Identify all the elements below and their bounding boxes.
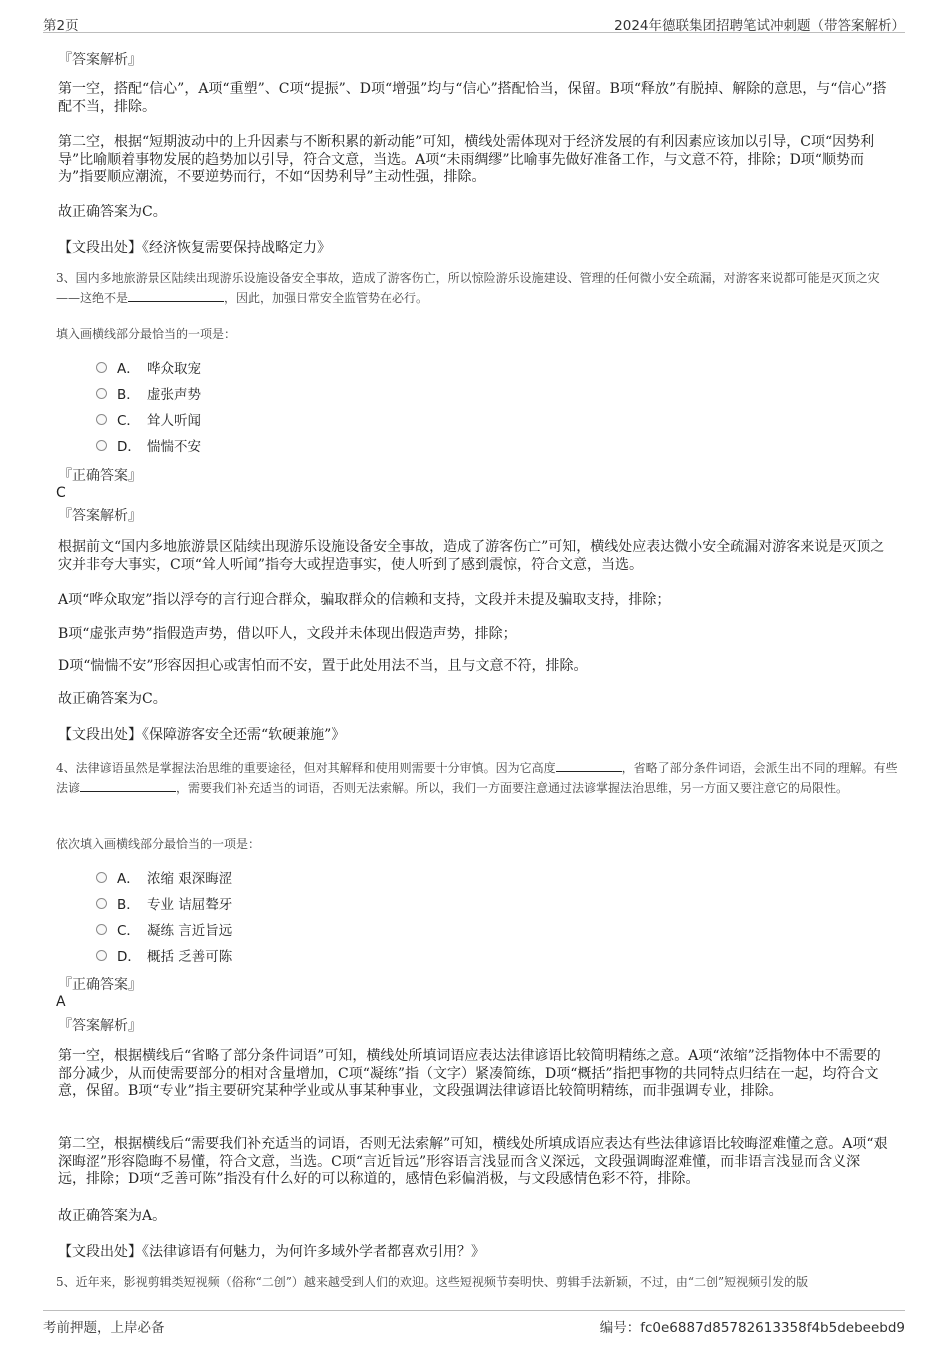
- radio-icon[interactable]: [96, 440, 107, 451]
- q4-option-b[interactable]: B． 专业 诘屈聱牙: [96, 893, 232, 913]
- footer-slogan: 考前押题，上岸必备: [43, 1320, 165, 1336]
- radio-icon[interactable]: [96, 950, 107, 961]
- radio-icon[interactable]: [96, 924, 107, 935]
- q3-option-a[interactable]: A． 哗众取宠: [96, 357, 201, 377]
- q3-answer: C: [56, 485, 66, 501]
- q4-option-d[interactable]: D． 概括 乏善可陈: [96, 945, 232, 965]
- q2-conclusion: 故正确答案为C。: [58, 204, 167, 220]
- q3-source: 【文段出处】《保障游客安全还需“软硬兼施”》: [58, 727, 346, 743]
- q4-analysis-para-1: 第一空，根据横线后“省略了部分条件词语”可知，横线处所填词语应表达法律谚语比较简明精练之意。A项“浓缩”泛指物体中不需要的部分减少，从而使需要部分的相对含量增加，C项“凝练”指（文字）紧凑简练，D项“概括”指把事物的共同特点归结在一起，均符合文意，保留。B项“专业”指主要研究某种学业或从事某种事业，文段强调法律谚语比较简明精练，而非强调专业，排除。: [58, 1048, 881, 1099]
- analysis-label: 『答案解析』: [58, 1018, 142, 1034]
- q2-analysis-para-1: 第一空，搭配“信心”，A项“重塑”、C项“提振”、D项“增强”均与“信心”搭配恰当，保留。B项“释放”有脱掉、解除的意思，与“信心”搭配不当，排除。: [58, 81, 887, 115]
- q3-analysis-para-4: D项“惴惴不安”形容因担心或害怕而不安，置于此处用法不当，且与文意不符，排除。: [58, 658, 588, 674]
- q3-conclusion: 故正确答案为C。: [58, 691, 167, 707]
- q3-analysis-para-2: A项“哗众取宠”指以浮夸的言行迎合群众，骗取群众的信赖和支持，文段并未提及骗取支持，排除；: [58, 592, 671, 608]
- radio-icon[interactable]: [96, 898, 107, 909]
- q3-blank: [128, 289, 224, 302]
- q3-option-d[interactable]: D． 惴惴不安: [96, 435, 201, 455]
- q4-conclusion: 故正确答案为A。: [58, 1208, 167, 1224]
- q4-analysis-para-2: 第二空，根据横线后“需要我们补充适当的词语，否则无法索解”可知，横线处所填成语应表达有些法律谚语比较晦涩难懂之意。A项“艰深晦涩”形容隐晦不易懂，符合文意，当选。C项“言近旨远”形容语言浅显而含义深远，文段强调晦涩难懂，而非语言浅显而含义深远，排除；D项“乏善可陈”指没有什么好的可以称道的，感情色彩偏消极，与文段感情色彩不符，排除。: [58, 1136, 888, 1187]
- analysis-label: 『答案解析』: [58, 52, 142, 68]
- q3-instruction: 填入画横线部分最恰当的一项是：: [56, 327, 237, 341]
- q3-options: [96, 357, 201, 455]
- document-title: 2024年德联集团招聘笔试冲刺题（带答案解析）: [614, 18, 905, 34]
- q4-instruction: 依次填入画横线部分最恰当的一项是：: [56, 837, 261, 851]
- q2-analysis-para-2: 第二空，根据“短期波动中的上升因素与不断积累的新动能”可知，横线处需体现对于经济发展的有利因素应该加以引导，C项“因势利导”比喻顺着事物发展的趋势加以引导，符合文意，当选。A项“未雨绸缪”比喻事先做好准备工作，与文意不符，排除；D项“顺势而为”指要顺应潮流，不要逆势而行，不如“因势利导”主动性强，排除。: [58, 134, 875, 185]
- correct-answer-label: 『正确答案』: [58, 977, 142, 993]
- document-id: 编号：fc0e6887d85782613358f4b5debeebd9: [599, 1320, 905, 1336]
- radio-icon[interactable]: [96, 872, 107, 883]
- q3-option-b[interactable]: B． 虚张声势: [96, 383, 201, 403]
- q2-source: 【文段出处】《经济恢复需要保持战略定力》: [58, 240, 331, 256]
- q4-answer: A: [56, 994, 66, 1010]
- q4-blank-2: [80, 779, 176, 792]
- page-number: 第2页: [43, 18, 79, 34]
- q4-blank-1: [556, 759, 622, 772]
- correct-answer-label: 『正确答案』: [58, 468, 142, 484]
- q4-stem: 4、法律谚语虽然是掌握法治思维的重要途径，但对其解释和使用则需要十分审慎。因为它高度 ，省略了部分条件词语，会派生出不同的理解。有些法谚 ，需要我们补充适当的词语，否则无法索解。所以，我们一方面要注意通过法谚掌握法治思维，另一方面又要注意它的局限性。: [56, 761, 898, 795]
- q3-analysis-para-3: B项“虚张声势”指假造声势，借以吓人，文段并未体现出假造声势，排除；: [58, 626, 517, 642]
- radio-icon[interactable]: [96, 414, 107, 425]
- radio-icon[interactable]: [96, 388, 107, 399]
- q3-option-c[interactable]: C． 耸人听闻: [96, 409, 201, 429]
- q3-analysis-para-1: 根据前文“国内多地旅游景区陆续出现游乐设施设备安全事故，造成了游客伤亡”可知，横线处应表达微小安全疏漏对游客来说是灭顶之灾并非夸大事实，C项“耸人听闻”指夸大或捏造事实，使人听到了感到震惊，符合文意，当选。: [58, 539, 885, 573]
- q3-stem: 3、国内多地旅游景区陆续出现游乐设施设备安全事故，造成了游客伤亡，所以惊险游乐设施建设、管理的任何微小安全疏漏，对游客来说都可能是灭顶之灾——这绝不是 ，因此，加强日常安全监管势在必行。: [56, 271, 880, 305]
- radio-icon[interactable]: [96, 362, 107, 373]
- analysis-label: 『答案解析』: [58, 508, 142, 524]
- q4-option-a[interactable]: A． 浓缩 艰深晦涩: [96, 867, 232, 887]
- q5-stem: 5、近年来，影视剪辑类短视频（俗称“二创”）越来越受到人们的欢迎。这些短视频节奏明快、剪辑手法新颖，不过，由“二创”短视频引发的版: [56, 1275, 809, 1289]
- q4-options: [96, 867, 232, 965]
- page-header: [43, 12, 905, 33]
- q4-option-c[interactable]: C． 凝练 言近旨远: [96, 919, 232, 939]
- page-footer: [43, 1310, 905, 1335]
- q4-source: 【文段出处】《法律谚语有何魅力，为何许多域外学者都喜欢引用？》: [58, 1244, 485, 1260]
